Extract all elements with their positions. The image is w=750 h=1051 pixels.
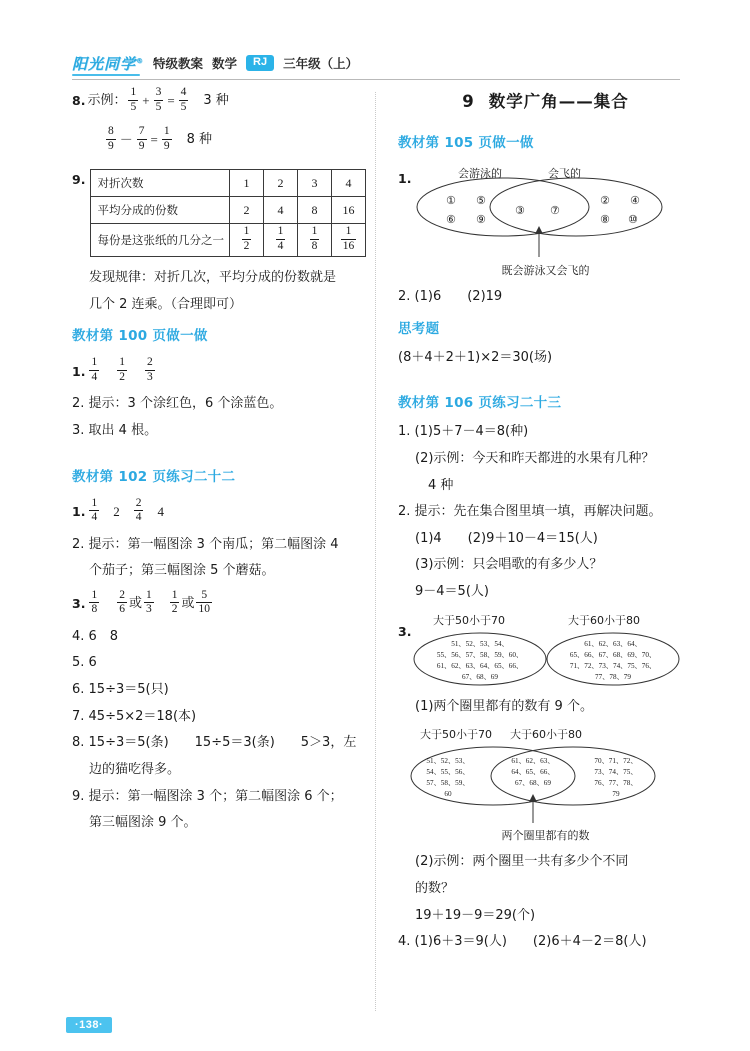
section-heading-p105: 教材第 105 页做一做: [398, 135, 534, 151]
answer-item-3-q1: (1)两个圈里都有的数有 9 个。: [415, 698, 593, 714]
fraction: $\frac{1}{9}$: [163, 125, 170, 152]
answer-item-9: [72, 169, 367, 257]
cell: 2: [229, 197, 263, 224]
row-label: 对折次数: [91, 170, 230, 197]
venn-right-label: 大于60小于80: [510, 728, 582, 742]
answer-item-2-p106-line4: 9－4＝5(人): [415, 584, 489, 600]
item-number: 9.: [72, 172, 86, 187]
answer-item-2-p106-line2: (1)4 (2)9＋10－4＝15(人): [415, 530, 598, 546]
page-header: [72, 48, 682, 78]
venn-diagram-overlap: [398, 726, 693, 843]
left-column: [72, 88, 367, 843]
venn-overlap-svg: [398, 726, 693, 826]
venn-right-line: 73、74、75、: [594, 768, 638, 777]
answer-item-2-p100: 2. 提示：3 个涂红色，6 个涂蓝色。: [72, 396, 283, 412]
answer-item-2-p106-line3: (3)示例：只会唱歌的有多少人？: [415, 557, 603, 573]
venn-right-line: 79: [612, 790, 620, 799]
fraction: $\frac{1}{4}$: [91, 496, 98, 524]
venn-left-line: 55、56、57、58、59、60、: [436, 650, 524, 659]
series-label: 特级教案: [153, 56, 204, 71]
venn-middle-line: 61、62、63、: [511, 757, 555, 766]
table-row: [91, 224, 366, 257]
fraction: $\frac{1}{8}$: [311, 225, 318, 252]
table-body: [91, 170, 366, 257]
venn-right-item: ④: [630, 194, 640, 207]
row-label: 平均分成的份数: [91, 197, 230, 224]
fraction: $\frac{1}{2}$: [171, 588, 178, 616]
item-8-answer-1: 3 种: [203, 93, 229, 109]
answer-item-9-p102-line1: 9. 提示：第一幅图涂 3 个；第二幅图涂 6 个；: [72, 788, 343, 804]
equals: =: [150, 132, 158, 148]
unit-number: 9: [462, 92, 475, 111]
venn-caption: 既会游泳又会飞的: [501, 264, 590, 277]
edition-badge: RJ: [246, 55, 274, 71]
venn-left-item: ⑨: [476, 213, 486, 226]
venn-left-line: 51、52、53、: [426, 757, 470, 766]
value: 2: [113, 503, 120, 519]
fraction: $\frac{1}{5}$: [130, 86, 137, 113]
venn-right-item: ②: [600, 194, 610, 207]
table-row: [91, 197, 366, 224]
paper-folding-table: [90, 169, 366, 257]
section-heading-p100: 教材第 100 页做一做: [72, 328, 208, 345]
row-label: 每份是这张纸的几分之一: [91, 224, 230, 257]
answer-item-5-p102: 5. 6: [72, 655, 97, 671]
answer-item-3-p100: 3. 取出 4 根。: [72, 422, 158, 438]
fraction: $\frac{7}{9}$: [138, 125, 145, 152]
or-label: 或: [128, 596, 142, 612]
answer-item-8-second: [104, 127, 367, 153]
fraction: $\frac{8}{9}$: [108, 125, 114, 152]
venn-left-item: ⑥: [446, 213, 456, 226]
answer-item-2-p105: 2. (1)6 (2)19: [398, 289, 503, 304]
fraction: $\frac{2}{4}$: [135, 496, 142, 524]
cell: 2: [263, 170, 297, 197]
answer-item-8: [72, 88, 367, 114]
table-row: [91, 170, 366, 197]
fraction: $\frac{3}{5}$: [155, 86, 162, 113]
venn-left-line: 54、55、56、: [426, 768, 470, 777]
venn-right-item: ⑩: [628, 213, 638, 226]
header-divider: [72, 79, 680, 80]
venn-diagram-swim-fly: [398, 165, 693, 278]
unit-title-text: 数学广角——集合: [488, 92, 629, 111]
answer-item-6-p102: 6. 15÷3＝5(只): [72, 682, 169, 698]
venn-right-line: 70、71、72、: [594, 757, 638, 766]
item-9-conclusion-line1: 发现规律：对折几次，平均分成的份数就是: [89, 270, 337, 285]
operator: －: [119, 132, 133, 148]
equals: =: [167, 93, 175, 109]
answer-item-9-p102-line2: 第三幅图涂 9 个。: [89, 815, 197, 831]
venn-right-line: 61、62、63、64、: [584, 639, 642, 648]
item-number: 1.: [72, 363, 86, 379]
venn-middle-item: ③: [515, 204, 525, 217]
answer-item-1-p102: [72, 496, 367, 525]
venn-left-label: 大于50小于70: [433, 613, 505, 627]
answer-item-3-q2-line3: 19＋19－9＝29(个): [415, 907, 536, 923]
venn-middle-item: ⑦: [550, 204, 560, 217]
venn-left-line: 57、58、59、: [426, 779, 470, 788]
venn-diagram-separate: [398, 612, 693, 694]
item-8-answer-2: 8 种: [186, 132, 213, 148]
venn-caption: 两个圈里都有的数: [501, 829, 590, 843]
answer-item-3-q2-line1: (2)示例：两个圈里一共有多少个不同: [415, 854, 629, 870]
item-number: 1.: [398, 171, 412, 186]
venn-right-line: 76、77、78、: [594, 779, 638, 788]
answer-item-2-p106-line1: 2. 提示：先在集合图里填一填，再解决问题。: [398, 504, 662, 520]
cell: 1: [229, 170, 263, 197]
cell: [297, 224, 331, 257]
answer-item-2-p102-line1: 2. 提示：第一幅图涂 3 个南瓜；第二幅图涂 4: [72, 536, 339, 552]
answer-item-3-q2-line2: 的数？: [415, 881, 455, 897]
think-answer: (8＋4＋2＋1)×2＝30(场): [398, 349, 553, 365]
item-number: 3.: [398, 623, 412, 639]
venn-swim-fly-svg: [398, 165, 693, 261]
answer-item-1-p100: [72, 358, 367, 384]
venn-right-label: 会飞的: [548, 167, 581, 180]
answer-item-1-p106-line1: 1. (1)5＋7－4＝8(种): [398, 424, 529, 440]
venn-left-line: 61、62、63、64、65、66、: [436, 661, 524, 670]
operator: +: [142, 93, 150, 109]
fraction: $\frac{2}{6}$: [119, 588, 125, 616]
cell: [229, 224, 263, 257]
section-heading-p102: 教材第 102 页练习二十二: [72, 468, 236, 485]
fraction: $\frac{4}{5}$: [180, 86, 187, 113]
answer-item-2-p102-line2: 个茄子；第三幅图涂 5 个蘑菇。: [89, 563, 275, 579]
cell: [331, 224, 365, 257]
cell: 16: [331, 197, 365, 224]
venn-middle-line: 64、65、66、: [511, 768, 555, 777]
answer-item-1-p106-line3: 4 种: [428, 477, 454, 493]
registered-mark-icon: ®: [136, 56, 145, 65]
subject-label: 数学: [212, 56, 238, 71]
item-9-conclusion-line2: 几个 2 连乘。（合理即可）: [89, 296, 243, 312]
fraction: $\frac{5}{10}$: [198, 588, 210, 616]
brand-logo: [72, 53, 144, 74]
venn-middle-line: 67、68、69: [515, 779, 551, 788]
fraction: $\frac{1}{4}$: [277, 225, 284, 252]
answer-item-4-p106: 4. (1)6＋3＝9(人) (2)6＋4－2＝8(人): [398, 934, 647, 950]
venn-left-label: 大于50小于70: [420, 728, 492, 742]
section-heading-think: 思考题: [398, 320, 440, 337]
item-number: 8.: [72, 93, 86, 109]
venn-left-label: 会游泳的: [458, 167, 502, 180]
venn-left-line: 60: [444, 790, 452, 799]
venn-right-line: 71、72、73、74、75、76、: [569, 661, 657, 670]
cell: 8: [297, 197, 331, 224]
answer-item-8-p102-line1: 8. 15÷3＝5(条) 15÷5＝3(条) 5＞3，左: [72, 735, 357, 751]
venn-right-label: 大于60小于80: [568, 613, 640, 627]
cell: [263, 224, 297, 257]
cell: 4: [331, 170, 365, 197]
fraction: $\frac{1}{3}$: [145, 588, 152, 616]
page-number-badge: ·138·: [66, 1017, 112, 1033]
section-heading-p106: 教材第 106 页练习二十三: [398, 395, 562, 412]
cell: 3: [297, 170, 331, 197]
item-8-prefix: 示例：: [87, 93, 127, 109]
or-label: 或: [181, 596, 195, 612]
fraction: $\frac{2}{3}$: [146, 356, 153, 383]
item-number: 3.: [72, 596, 86, 612]
answer-item-7-p102: 7. 45÷5×2＝18(本): [72, 708, 197, 724]
answer-item-3-p102: [72, 588, 367, 617]
cell: 4: [263, 197, 297, 224]
answer-item-4-p102: 4. 6 8: [72, 628, 119, 644]
venn-right-line: 77、78、79: [595, 672, 631, 681]
grade-label: 三年级（上）: [283, 56, 359, 71]
answer-item-8-p102-line2: 边的猫吃得多。: [89, 762, 181, 778]
fraction: $\frac{1}{2}$: [243, 225, 250, 252]
right-column: [398, 88, 693, 962]
column-divider: [375, 92, 376, 1011]
venn-right-line: 65、66、67、68、69、70、: [569, 650, 657, 659]
value: 4: [157, 503, 164, 519]
brand-logo-text: 阳光同学: [72, 54, 137, 73]
venn-separate-svg: [398, 612, 693, 694]
venn-left-item: ⑤: [476, 194, 486, 207]
venn-right-item: ⑧: [600, 213, 610, 226]
fraction: $\frac{1}{16}$: [342, 225, 355, 252]
answer-item-1-p106-line2: (2)示例：今天和昨天都进的水果有几种？: [415, 450, 655, 466]
venn-left-line: 67、68、69: [462, 672, 498, 681]
item-number: 1.: [72, 504, 86, 519]
unit-title: [398, 88, 693, 112]
venn-left-line: 51、52、53、54、: [451, 639, 509, 648]
fraction: $\frac{1}{2}$: [119, 356, 125, 383]
venn-left-item: ①: [446, 194, 456, 207]
fraction: $\frac{1}{8}$: [91, 588, 98, 616]
fraction: $\frac{1}{4}$: [91, 356, 98, 383]
